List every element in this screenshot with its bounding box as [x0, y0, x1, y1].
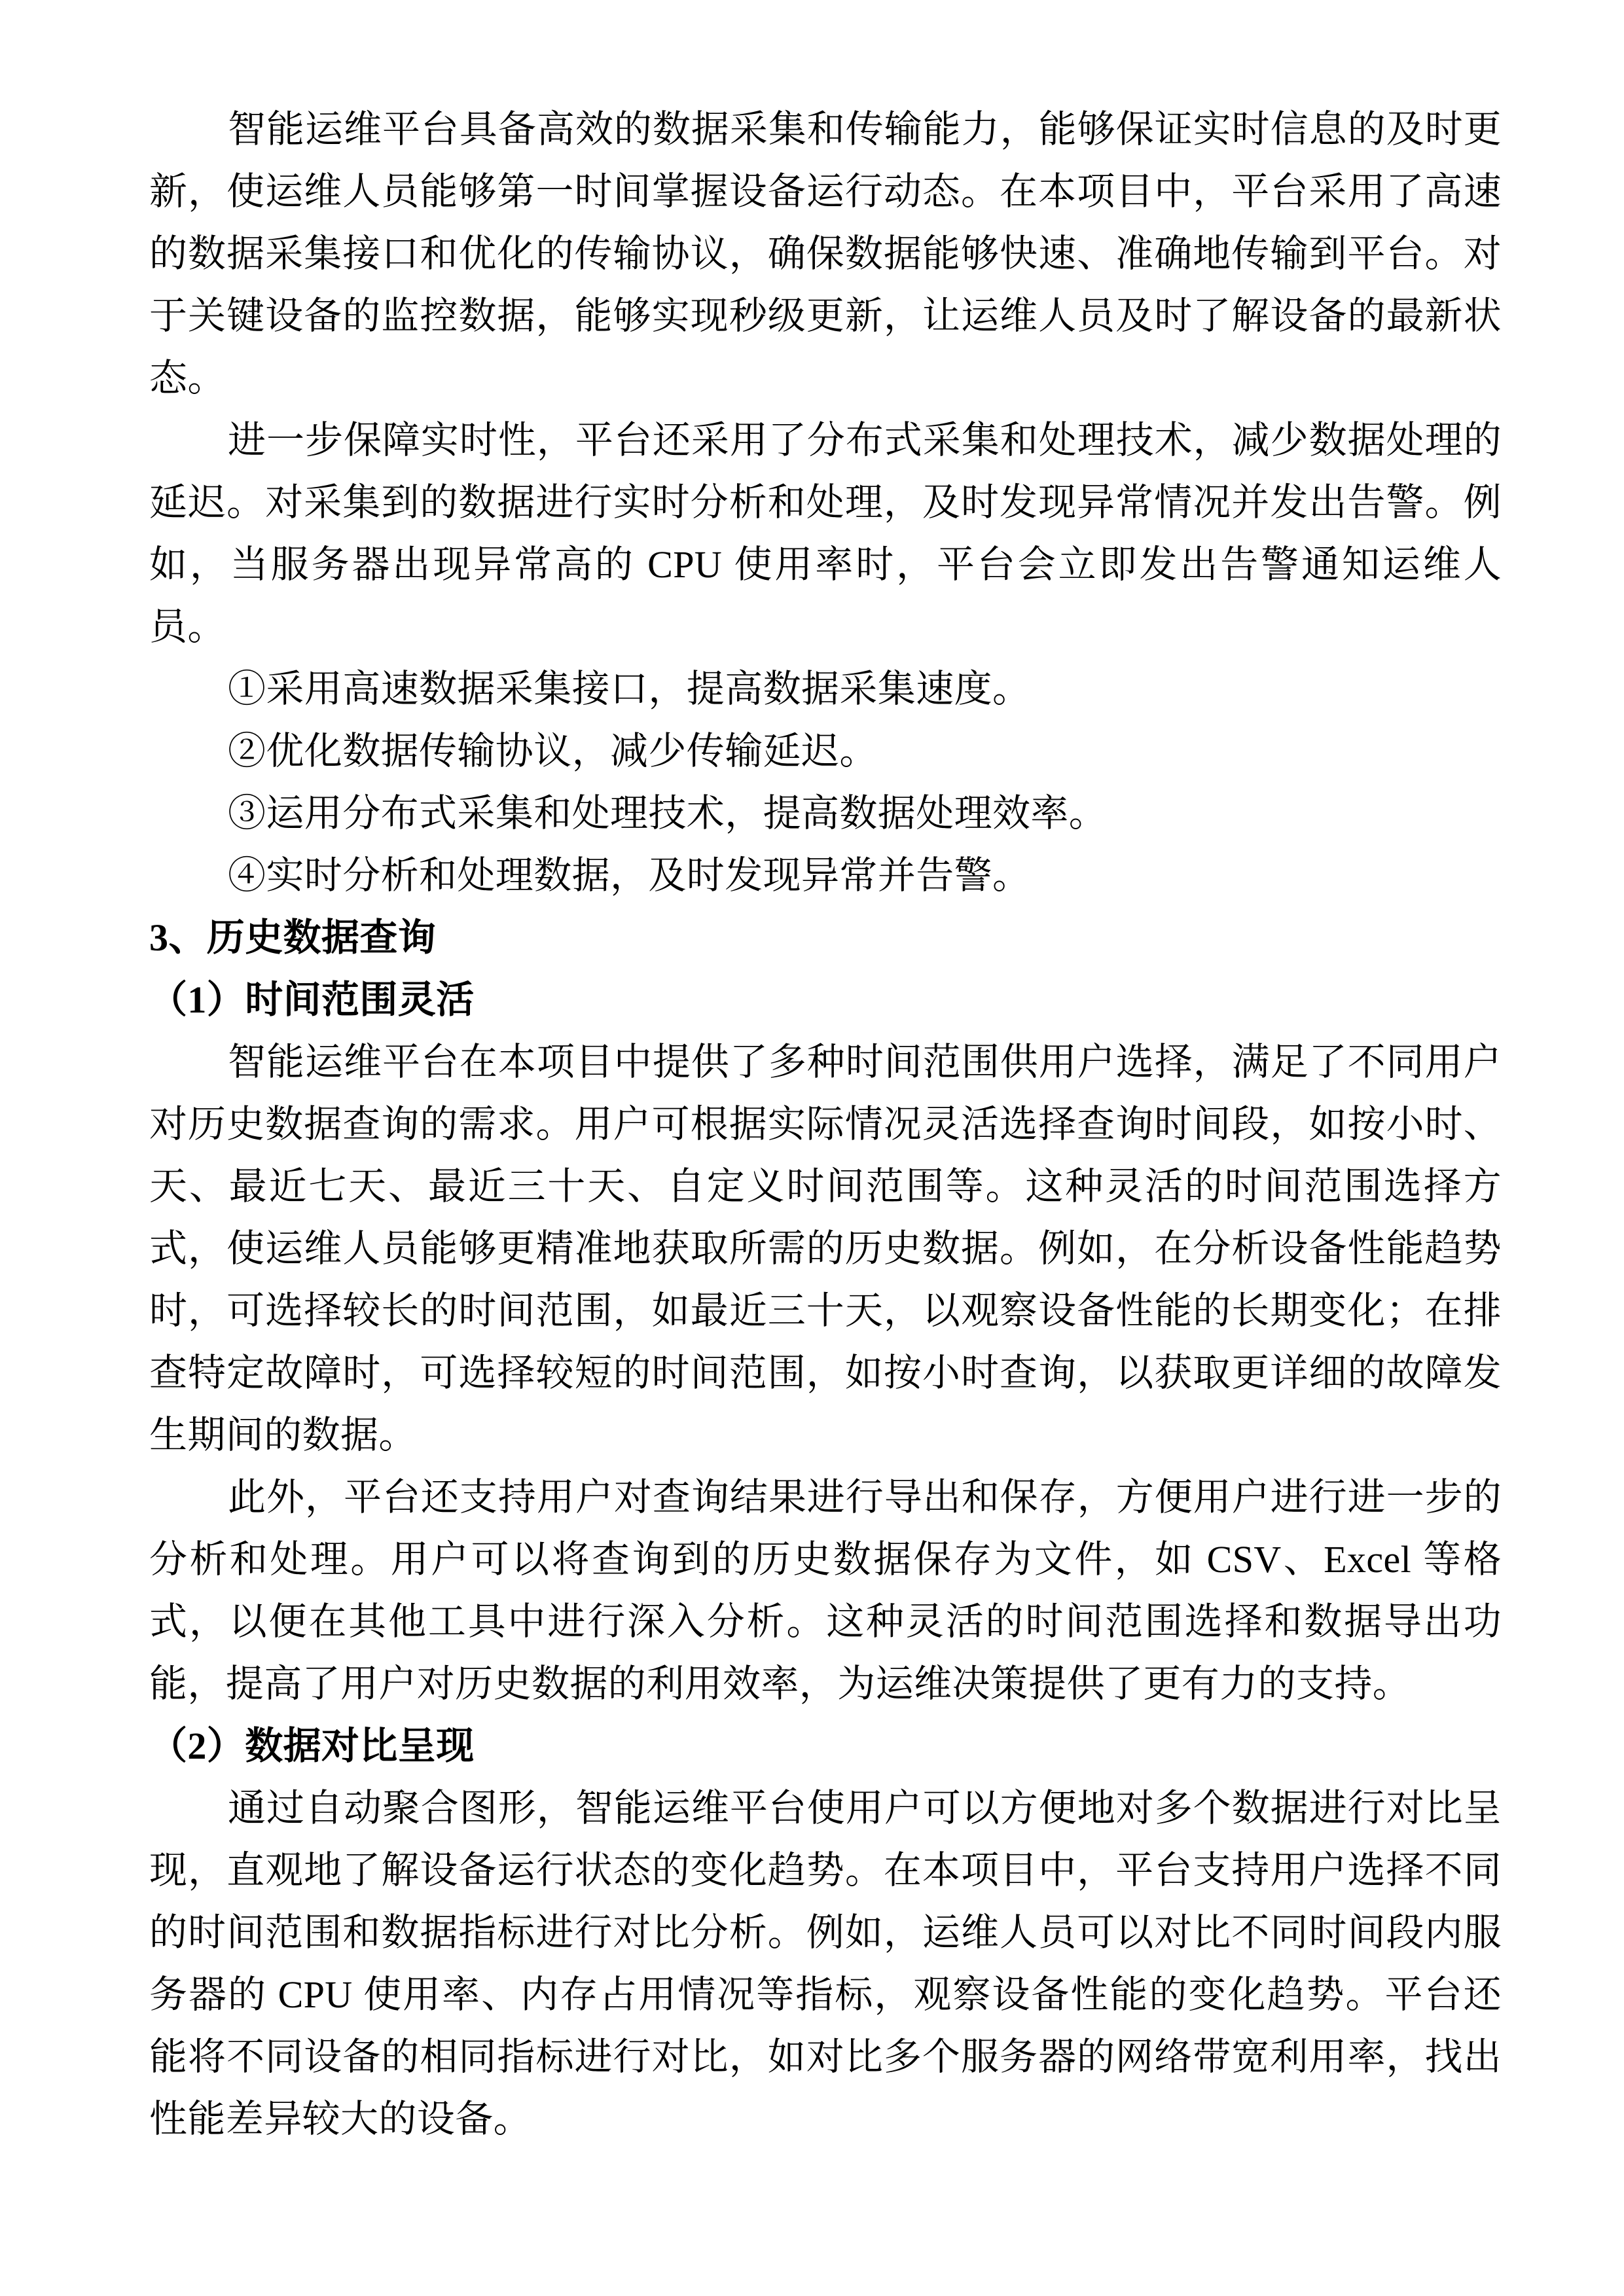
paragraph-realtime-distributed-processing: 进一步保障实时性，平台还采用了分布式采集和处理技术，减少数据处理的延迟。对采集到的数据进行实时分析和处理，及时发现异常情况并发出告警。例如，当服务器出现异常高的 CPU 使用率时，平台会立即发出告警通知运维人员。: [149, 419, 1502, 648]
sub-heading-data-comparison-display: （2）数据对比呈现: [149, 1725, 475, 1767]
sub-heading-flexible-time-range: （1）时间范围灵活: [149, 978, 475, 1021]
list-item-optimize-protocol: ②优化数据传输协议，减少传输延迟。: [228, 730, 878, 772]
document-body: [149, 98, 1502, 2150]
list-item-high-speed-interface: ①采用高速数据采集接口，提高数据采集速度。: [228, 668, 1031, 710]
paragraph-time-range-options: 智能运维平台在本项目中提供了多种时间范围供用户选择，满足了不同用户对历史数据查询的需求。用户可根据实际情况灵活选择查询时间段，如按小时、天、最近七天、最近三十天、自定义时间范围等。这种灵活的时间范围选择方式，使运维人员能够更精准地获取所需的历史数据。例如，在分析设备性能趋势时，可选择较长的时间范围，如最近三十天，以观察设备性能的长期变化；在排查特定故障时，可选择较短的时间范围，如按小时查询，以获取更详细的故障发生期间的数据。: [149, 1041, 1502, 1456]
section-heading-history-data-query: 3、历史数据查询: [149, 916, 437, 959]
paragraph-data-collection-capability: 智能运维平台具备高效的数据采集和传输能力，能够保证实时信息的及时更新，使运维人员能够第一时间掌握设备运行动态。在本项目中，平台采用了高速的数据采集接口和优化的传输协议，确保数据能够快速、准确地传输到平台。对于关键设备的监控数据，能够实现秒级更新，让运维人员及时了解设备的最新状态。: [149, 108, 1502, 399]
list-item-distributed-technique: ③运用分布式采集和处理技术，提高数据处理效率。: [228, 792, 1108, 834]
list-item-realtime-analysis: ④实时分析和处理数据，及时发现异常并告警。: [228, 854, 1031, 897]
paragraph-export-and-save: 此外，平台还支持用户对查询结果进行导出和保存，方便用户进行进一步的分析和处理。用户可以将查询到的历史数据保存为文件，如 CSV、Excel 等格式，以便在其他工具中进行深入分析。这种灵活的时间范围选择和数据导出功能，提高了用户对历史数据的利用效率，为运维决策提供了更有力的支持。: [149, 1476, 1502, 1705]
paragraph-data-comparison: 通过自动聚合图形，智能运维平台使用户可以方便地对多个数据进行对比呈现，直观地了解设备运行状态的变化趋势。在本项目中，平台支持用户选择不同的时间范围和数据指标进行对比分析。例如，运维人员可以对比不同时间段内服务器的 CPU 使用率、内存占用情况等指标，观察设备性能的变化趋势。平台还能将不同设备的相同指标进行对比，如对比多个服务器的网络带宽利用率，找出性能差异较大的设备。: [149, 1787, 1502, 2140]
